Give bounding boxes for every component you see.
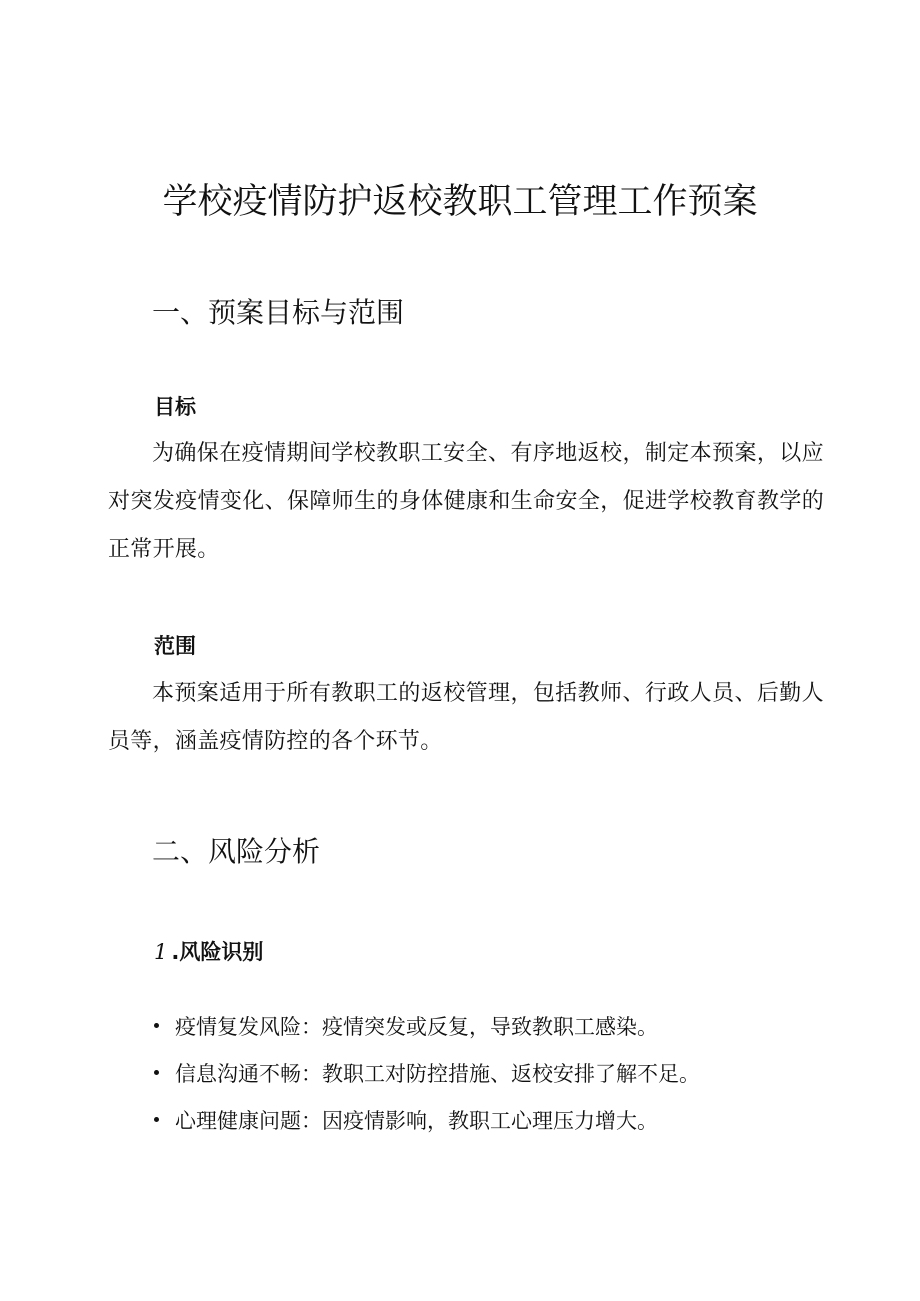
list-item (150, 1049, 700, 1096)
bullet-dot-icon (154, 1023, 159, 1028)
subsection-heading-scope: 范围 (154, 634, 196, 658)
document-title: 学校疫情防护返校教职工管理工作预案 (162, 182, 758, 222)
scope-paragraph: 本预案适用于所有教职工的返校管理，包括教师、行政人员、后勤人员等，涵盖疫情防控的各个环节。 (108, 681, 824, 754)
goal-paragraph: 为确保在疫情期间学校教职工安全、有序地返校，制定本预案，以应对突发疫情变化、保障师生的身体健康和生命安全，促进学校教育教学的正常开展。 (108, 441, 824, 562)
list-item-text: 心理健康问题：因疫情影响，教职工心理压力增大。 (175, 1108, 658, 1133)
list-item-text: 信息沟通不畅：教职工对防控措施、返校安排了解不足。 (175, 1061, 700, 1086)
risk-list (150, 1002, 700, 1143)
list-item (150, 1002, 700, 1049)
subsection-number: 1 (154, 940, 168, 964)
bullet-dot-icon (154, 1070, 159, 1075)
subsection-heading-risk-identification (154, 937, 263, 967)
list-item-text: 疫情复发风险：疫情突发或反复，导致教职工感染。 (175, 1014, 658, 1039)
subsection-heading-label: .风险识别 (171, 940, 264, 964)
section-heading-risk-analysis: 二、风险分析 (152, 835, 321, 868)
bullet-dot-icon (154, 1117, 159, 1122)
subsection-heading-goal: 目标 (154, 395, 196, 419)
list-item (150, 1096, 700, 1143)
section-heading-objectives-scope: 一、预案目标与范围 (152, 296, 405, 329)
